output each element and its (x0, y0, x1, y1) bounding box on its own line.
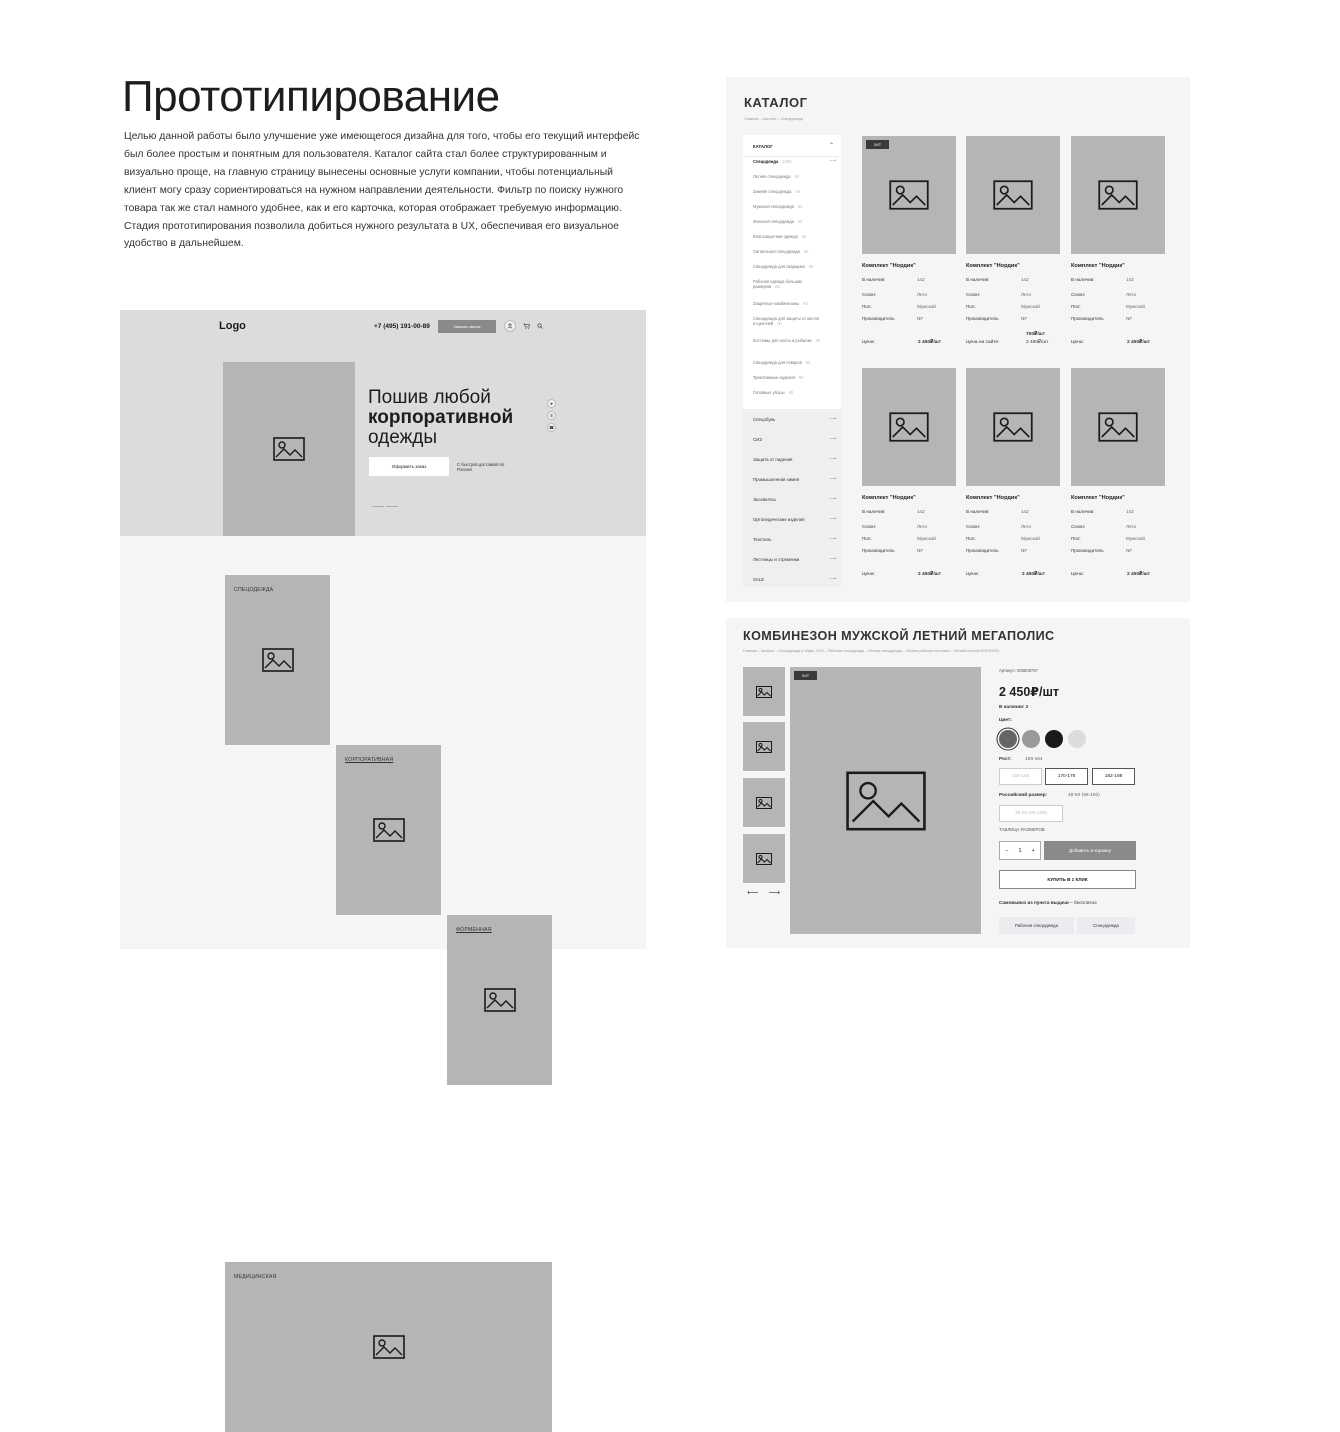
product-image[interactable] (966, 136, 1060, 254)
product-attr-row (862, 548, 923, 553)
user-icon[interactable] (504, 320, 516, 332)
product-thumbnail[interactable] (743, 667, 785, 716)
sidebar-subitem[interactable] (753, 219, 823, 224)
product-price-row (1071, 572, 1151, 577)
product-attr-label: Пол: (1071, 536, 1081, 541)
pickup-bold: Самовывоз из пункта выдачи (999, 900, 1069, 905)
category-label: ФОРМЕННАЯ (456, 927, 492, 933)
sidebar-subitem-count: 60 (788, 390, 794, 395)
product-price-label: Цена на сайте: (966, 340, 1000, 345)
viber-icon[interactable]: ☎ (547, 423, 556, 432)
product-price-value: 2 450₽/шт (1026, 340, 1049, 345)
sidebar-subitem[interactable] (753, 360, 823, 365)
category-card-korporativnaya[interactable] (336, 745, 441, 915)
product-attr-row (1071, 316, 1132, 321)
category-card-medicinskaya[interactable] (225, 1262, 552, 1432)
product-attr-value: 142 (1126, 509, 1134, 514)
arrow-right-icon[interactable]: ⟶ (829, 436, 837, 442)
image-icon (993, 412, 1033, 443)
product-price-row (966, 572, 1046, 577)
pickup-rest: – бесплатно (1068, 900, 1097, 905)
product-attr-value: NF (917, 548, 924, 553)
sidebar-subitem[interactable] (753, 249, 823, 254)
add-to-cart-button[interactable]: Добавить в корзину (1044, 841, 1136, 860)
product-attr-row (966, 548, 1027, 553)
product-attr-value: Мужской (1021, 536, 1040, 541)
product-attr-value: 142 (1021, 509, 1029, 514)
sidebar-subitem-label: Костюмы для охоты и рыбалки (753, 338, 812, 343)
color-swatch[interactable] (1045, 730, 1063, 748)
sidebar-subitem-label: Сигнальная спецодежда (753, 249, 800, 254)
product-attr-row (966, 536, 1040, 541)
slider-dot[interactable] (372, 506, 384, 507)
product-price-value: 2 450₽/шт (1127, 340, 1151, 345)
product-price-label: Цена: (1071, 572, 1084, 577)
arrow-right-icon[interactable]: ⟶ (829, 158, 837, 164)
hero-line-2 (368, 408, 513, 428)
sidebar-subitem-count: 60 (803, 301, 808, 306)
product-attr-label: Производитель (966, 548, 999, 553)
product-attr-label: Производитель (862, 316, 895, 321)
quantity-stepper[interactable] (999, 841, 1041, 860)
sidebar-subitem-label: Спецодежда (753, 159, 779, 164)
image-icon (993, 180, 1033, 211)
sidebar-subitem[interactable] (753, 279, 823, 289)
hero-line-3: одежды (368, 427, 438, 448)
sidebar-subitem-count: 60 (798, 375, 804, 380)
product-attr-label: В наличии: (862, 277, 886, 282)
product-image[interactable] (862, 136, 956, 254)
article-number: Артикул: 005606797 (999, 668, 1038, 673)
hit-badge: ХИТ (866, 140, 889, 149)
sidebar-subitem-count: 1000 (782, 159, 792, 164)
product-attr-row (862, 316, 923, 321)
sidebar-main-item[interactable]: Защита от падения (753, 457, 793, 462)
image-icon (756, 797, 772, 809)
product-thumbnail[interactable] (743, 778, 785, 827)
sidebar-main-item[interactable]: Ортопедические изделия (753, 517, 805, 522)
sidebar-subitem-label: Рабочая одежда больших размеров (753, 279, 803, 289)
whatsapp-icon[interactable]: ✆ (547, 411, 556, 420)
product-attr-label: Производитель (1071, 548, 1104, 553)
product-attr-label: В наличии: (1071, 509, 1095, 514)
image-icon (889, 180, 929, 211)
product-price-row (1071, 340, 1151, 345)
sidebar-subitem[interactable] (753, 338, 823, 343)
product-attr-label: Сезон: (862, 292, 877, 297)
arrow-right-icon[interactable]: ⟶ (829, 576, 837, 582)
product-attr-value: Лето (917, 524, 928, 529)
product-attr-value: Лето (917, 292, 928, 297)
product-image[interactable] (862, 368, 956, 486)
sidebar-header-label: КАТАЛОГ (753, 144, 773, 149)
product-attr-value: NF (1021, 548, 1028, 553)
sidebar-subitem-count: 60 (795, 189, 801, 194)
sidebar-subitem-count: 60 (797, 219, 803, 224)
sidebar-main-item[interactable]: Лестницы и стремянки (753, 557, 800, 562)
hero-headline (368, 388, 513, 448)
product-attr-row (1071, 277, 1134, 282)
arrow-right-icon[interactable]: ⟶ (829, 476, 837, 482)
product-attr-label: Пол: (862, 304, 872, 309)
hero-image-placeholder (223, 362, 355, 536)
search-icon[interactable] (534, 320, 546, 332)
product-price-label: Цена: (1071, 340, 1084, 345)
cart-icon[interactable] (520, 320, 532, 332)
order-button[interactable]: Оформить заказ (369, 457, 449, 476)
product-attr-label: Производитель (1071, 316, 1104, 321)
image-icon (756, 741, 772, 753)
product-attr-row (966, 304, 1040, 309)
sidebar-subitem-count: 60 (808, 264, 814, 269)
hero-section (120, 310, 646, 536)
product-attr-label: Пол: (862, 536, 872, 541)
height-option[interactable]: 158-164 (999, 768, 1042, 785)
product-price-value: 2 450₽/шт (1127, 572, 1151, 577)
rus-size-label: Российский размер: (999, 793, 1048, 798)
product-attr-row (862, 304, 936, 309)
telegram-icon[interactable]: ➤ (547, 399, 556, 408)
image-icon (845, 769, 927, 833)
home-mockup (120, 310, 646, 1280)
arrow-right-icon[interactable]: ⟶ (829, 416, 837, 422)
buy-one-click-button[interactable]: КУПИТЬ В 1 КЛИК (999, 870, 1136, 889)
product-attr-value: NF (1021, 316, 1028, 321)
product-attr-label: Сезон: (862, 524, 877, 529)
product-attr-row (1071, 536, 1145, 541)
product-attr-label: В наличии: (862, 509, 886, 514)
product-attr-value: Мужской (1126, 304, 1145, 309)
hero-line-1: Пошив любой (368, 387, 491, 408)
product-attr-row (862, 292, 927, 297)
qty-plus-button[interactable]: + (1031, 847, 1035, 854)
height-option[interactable]: 182-188 (1092, 768, 1135, 785)
thumbnail-nav-arrows[interactable]: ⟵ ⟶ (747, 888, 785, 897)
sidebar-subitem-count: 60 (803, 249, 809, 254)
breadcrumb[interactable]: Главная – Каталог – Спецодежда и обувь, СИЗ – Рабочая спецодежда – Летняя спецодежда – Летние рабочие костюмы – Летний костюм ФОРМУЛА (743, 649, 999, 653)
sidebar-subitem[interactable] (753, 301, 823, 306)
product-attr-row (862, 277, 925, 282)
height-option[interactable]: 170-176 (1045, 768, 1088, 785)
catalog-title: КАТАЛОГ (744, 95, 808, 110)
product-attr-row (966, 509, 1029, 514)
height-value: 158-164 (1025, 757, 1043, 762)
sidebar-subitem-count: 60 (815, 338, 821, 343)
color-label: Цвет: (999, 718, 1012, 723)
product-attr-value: NF (1126, 316, 1133, 321)
image-icon (484, 988, 516, 1012)
sidebar-subitem[interactable] (753, 159, 823, 164)
product-attr-row (1071, 304, 1145, 309)
product-attr-row (862, 524, 927, 529)
product-attr-label: Сезон: (1071, 524, 1086, 529)
sidebar-main-item[interactable]: СИЗ (753, 437, 762, 442)
sidebar-header[interactable] (743, 135, 841, 157)
sidebar-subitem[interactable] (753, 316, 823, 326)
product-attr-row (966, 524, 1031, 529)
callback-button[interactable]: Заказать звонок (438, 320, 496, 333)
category-label: МЕДИЦИНСКАЯ (234, 1274, 277, 1280)
sidebar-subitem-label: Летняя спецодежда (753, 174, 791, 179)
hit-badge: ХИТ (794, 671, 817, 680)
product-price-row (966, 332, 1049, 345)
product-attr-label: Пол: (966, 536, 976, 541)
sidebar-subitem-label: Влагозащитная одежда (753, 234, 798, 239)
arrow-right-icon[interactable]: ⟶ (829, 556, 837, 562)
sidebar-subitem-count: 60 (805, 360, 811, 365)
product-name[interactable]: Комплект "Нордик" (1071, 263, 1125, 269)
image-icon (273, 437, 305, 461)
sidebar-main-categories (743, 409, 841, 587)
category-label: СПЕЦОДЕЖДА (234, 587, 274, 593)
catalog-mockup (726, 77, 1190, 602)
product-image[interactable] (1071, 368, 1165, 486)
sidebar-main-item[interactable]: Спецобувь (753, 417, 776, 422)
product-old-price: 700₽/шт (1026, 332, 1046, 337)
product-attr-row (966, 316, 1027, 321)
product-thumbnail[interactable] (743, 834, 785, 883)
pickup-info (999, 900, 1097, 905)
color-swatch[interactable] (1022, 730, 1040, 748)
size-table-link[interactable]: ТАБЛИЦА РАЗМЕРОВ (999, 827, 1045, 832)
sidebar-subitem-label: Спецодежда для сварщика (753, 264, 805, 269)
product-price-label: Цена: (862, 572, 875, 577)
sidebar-subitem-label: Мужская спецодежда (753, 204, 794, 209)
product-attr-value: Мужской (917, 304, 936, 309)
product-attr-label: В наличии: (1071, 277, 1095, 282)
color-swatch[interactable] (1068, 730, 1086, 748)
product-price: 2 450₽/шт (999, 685, 1059, 699)
image-icon (1098, 412, 1138, 443)
product-attr-label: Производитель (862, 548, 895, 553)
sidebar-subitem-label: Головные уборы (753, 390, 785, 395)
image-icon (889, 412, 929, 443)
product-attr-value: NF (917, 316, 924, 321)
product-price-row (862, 340, 942, 345)
arrow-right-icon[interactable]: ⟶ (829, 496, 837, 502)
product-attr-row (862, 509, 925, 514)
tag-chip[interactable]: Рабочая спецодежда (999, 917, 1074, 934)
product-attr-label: Сезон: (966, 524, 981, 529)
product-attr-value: NF (1126, 548, 1133, 553)
sidebar-subitem-label: Защитные комбинезоны (753, 301, 800, 306)
product-attr-value: 142 (1021, 277, 1029, 282)
product-attr-value: 142 (917, 509, 925, 514)
sidebar-subitem[interactable] (753, 264, 823, 269)
product-attr-label: Сезон: (966, 292, 981, 297)
image-icon (262, 648, 294, 672)
product-attr-label: Производитель (966, 316, 999, 321)
catalog-sidebar (743, 135, 841, 587)
product-attr-row (966, 292, 1031, 297)
sidebar-subitem[interactable] (753, 174, 823, 179)
page-title: Прототипирование (122, 72, 500, 121)
category-card-formennaya[interactable] (447, 915, 552, 1085)
phone-number[interactable]: +7 (495) 191-00-89 (374, 323, 430, 330)
sidebar-main-item[interactable]: Экосвеллы (753, 497, 776, 502)
image-icon (1098, 180, 1138, 211)
product-attr-row (1071, 524, 1136, 529)
product-name[interactable]: Комплект "Нордик" (966, 263, 1020, 269)
sidebar-subitem-label: Зимняя спецодежда (753, 189, 792, 194)
intro-text: Целью данной работы было улучшение уже имеющегося дизайна для того, чтобы его текущий интерфейс был более простым и понятным для пользователя. Каталог сайта стал более структурированным и визуально проще, на главную страницу вынесены основные услуги компании, чтобы потенциальный клиент могу сразу сориентироваться на нужном направлении деятельности. Фильтр по поиску нужного товара так же стал намного удобнее, как и его карточка, которая отображает требуемую информацию. Стадия прототипирования позволила добиться нужного результата в UX, обеспечивая его визуальное удобство в дальнейшем. (124, 131, 640, 250)
image-icon (756, 853, 772, 865)
sidebar-subitem[interactable] (753, 204, 823, 209)
product-thumbnail[interactable] (743, 722, 785, 771)
product-attr-label: Сезон: (1071, 292, 1086, 297)
sidebar-subitem-count: 60 (794, 174, 800, 179)
arrow-right-icon[interactable]: ⟶ (829, 536, 837, 542)
image-icon (373, 818, 405, 842)
sidebar-subitem[interactable] (753, 189, 823, 194)
product-attr-label: В наличии: (966, 277, 990, 282)
sidebar-main-item[interactable]: Текстиль (753, 537, 772, 542)
product-price-row (862, 572, 942, 577)
delivery-note: С быстрой доставкой по России! (457, 462, 505, 472)
sidebar-subitem-count: 60 (801, 234, 807, 239)
product-attr-value: Лето (1126, 292, 1137, 297)
sidebar-subitem[interactable] (753, 375, 823, 380)
product-attr-value: Мужской (917, 536, 936, 541)
qty-minus-button[interactable]: − (1005, 847, 1009, 854)
qty-value: 1 (1018, 847, 1022, 854)
arrow-right-icon[interactable]: ⟶ (829, 456, 837, 462)
product-attr-label: Пол: (966, 304, 976, 309)
product-price-label: Цена: (862, 340, 875, 345)
sidebar-subitem-count: 60 (797, 204, 803, 209)
chevron-up-icon[interactable]: ⌃ (829, 143, 835, 149)
product-price-value: 2 450₽/шт (918, 340, 942, 345)
product-attr-row (1071, 292, 1136, 297)
rus-size-value: 48-50 (96-100) (1068, 793, 1100, 798)
product-attr-value: 142 (1126, 277, 1134, 282)
product-price-value: 2 450₽/шт (1022, 572, 1046, 577)
category-card-specodezhda[interactable] (225, 575, 330, 745)
slider-dots[interactable] (372, 494, 400, 496)
product-price-label: Цена: (966, 572, 979, 577)
slider-dot[interactable] (386, 506, 398, 507)
tag-chip[interactable]: Спецодежда (1077, 917, 1135, 934)
sidebar-subitem-count: 60 (775, 284, 780, 289)
product-name[interactable]: Комплект "Нордик" (966, 495, 1020, 501)
product-attr-value: Мужской (1021, 304, 1040, 309)
product-attr-row (1071, 548, 1132, 553)
product-image[interactable] (1071, 136, 1165, 254)
color-swatch[interactable] (999, 730, 1017, 748)
sidebar-subitem[interactable] (753, 234, 823, 239)
product-attr-value: Лето (1021, 292, 1032, 297)
product-attr-row (862, 536, 936, 541)
product-attr-value: Лето (1021, 524, 1032, 529)
category-label: КОРПОРАТИВНАЯ (345, 757, 394, 763)
arrow-right-icon[interactable]: ⟶ (829, 516, 837, 522)
product-name[interactable]: Комплект "Нордик" (862, 495, 916, 501)
image-icon (756, 686, 772, 698)
sidebar-subitem-label: Трикотажные изделия (753, 375, 795, 380)
hero-line-2-bold: корпоративной (368, 407, 514, 428)
breadcrumb[interactable]: Главная – Каталог – Спецодежда (744, 117, 803, 121)
image-icon (373, 1335, 405, 1359)
sidebar-subitem-label: Спецодежда для поваров (753, 360, 802, 365)
product-attr-row (966, 277, 1029, 282)
sidebar-subitem[interactable] (753, 390, 823, 395)
product-main-image[interactable] (790, 667, 981, 934)
product-attr-value: Лето (1126, 524, 1137, 529)
logo[interactable]: Logo (219, 320, 246, 332)
product-name[interactable]: Комплект "Нордик" (862, 263, 916, 269)
stock-status: В наличии: 2 (999, 704, 1029, 709)
sidebar-subitem-label: Женская спецодежда (753, 219, 794, 224)
product-mockup (726, 618, 1190, 948)
product-attr-value: Мужской (1126, 536, 1145, 541)
sidebar-subitem-count: 60 (777, 321, 782, 326)
sidebar-subitem-label: Спецодежда для защиты от кислот и щелочей (753, 316, 820, 326)
rus-size-option[interactable]: 48-50 (96-100) (999, 805, 1063, 822)
height-label: Рост: (999, 757, 1012, 762)
sidebar-main-item[interactable]: Промышленная химия (753, 477, 800, 482)
product-title: КОМБИНЕЗОН МУЖСКОЙ ЛЕТНИЙ МЕГАПОЛИС (743, 629, 1055, 643)
product-name[interactable]: Комплект "Нордик" (1071, 495, 1125, 501)
product-image[interactable] (966, 368, 1060, 486)
product-attr-value: 142 (917, 277, 925, 282)
product-attr-label: Пол: (1071, 304, 1081, 309)
product-attr-label: В наличии: (966, 509, 990, 514)
product-price-value: 2 450₽/шт (918, 572, 942, 577)
product-attr-row (1071, 509, 1134, 514)
sidebar-main-item[interactable]: SALE (753, 577, 765, 582)
